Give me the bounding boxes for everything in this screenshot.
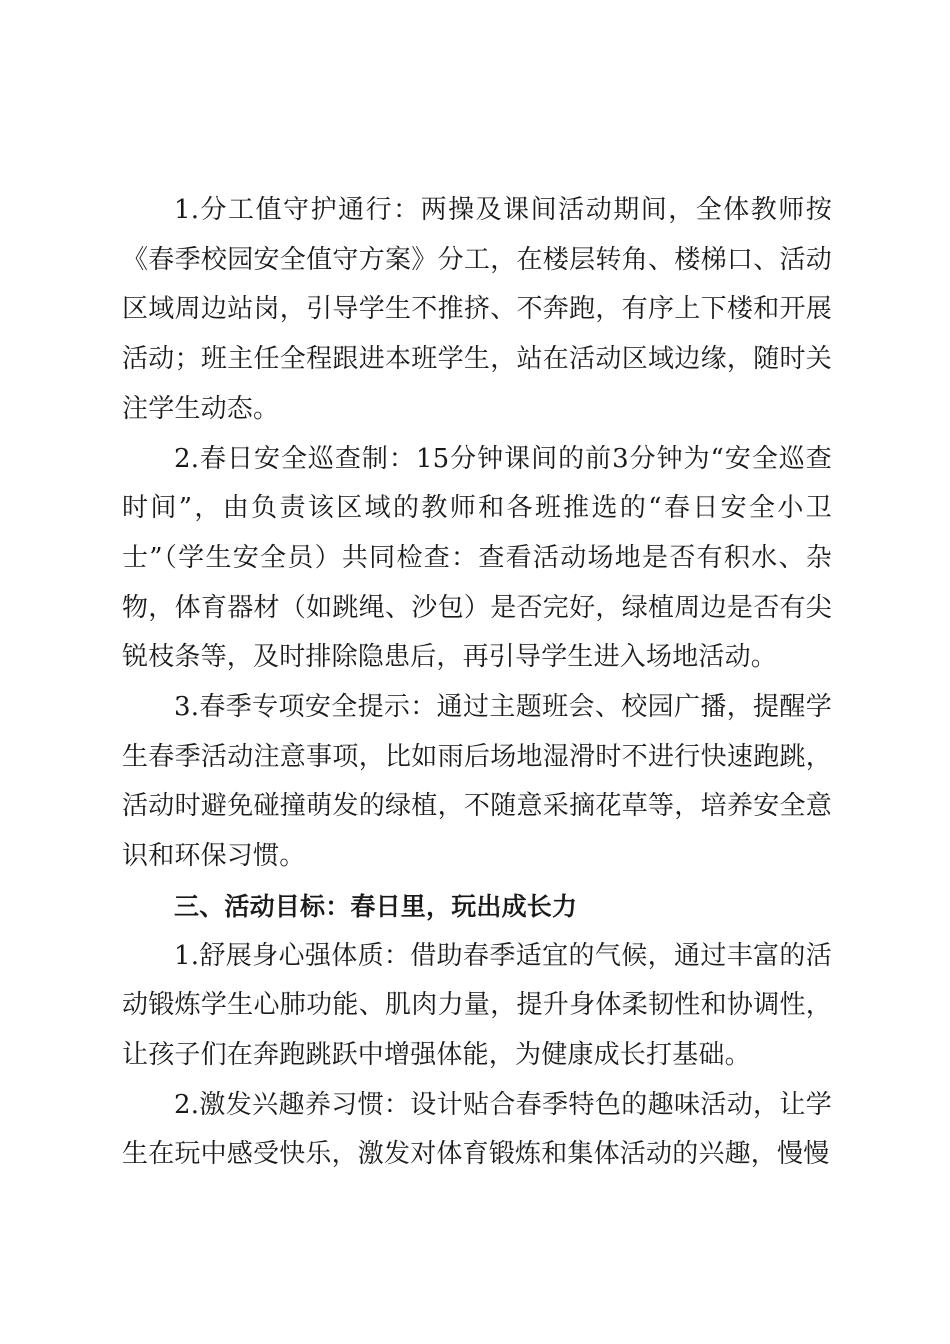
paragraph-safety-patrol: 2.春日安全巡查制：15分钟课间的前3分钟为“安全巡查时间”，由负责该区域的教师和各班推选的“春日安全小卫士”（学生安全员）共同检查：查看活动场地是否有积水、杂物，体育器材（如跳绳、沙包）是否完好，绿植周边是否有尖锐枝条等，及时排除隐患后，再引导学生进入场地活动。 — [122, 443, 832, 673]
paragraph-physique: 1.舒展身心强体质：借助春季适宜的气候，通过丰富的活动锻炼学生心肺功能、肌肉力量，提升身体柔韧性和协调性，让孩子们在奔跑跳跃中增强体能，为健康成长打基础。 — [122, 940, 832, 1070]
document-body — [122, 186, 832, 1180]
section-heading-goals: 三、活动目标：春日里，玩出成长力 — [174, 891, 578, 921]
paragraph-interest-habits: 2.激发兴趣养习惯：设计贴合春季特色的趣味活动，让学生在玩中感受快乐，激发对体育锻炼和集体活动的兴趣，慢慢 — [122, 1089, 832, 1170]
paragraph-duty-guard: 1.分工值守护通行：两操及课间活动期间，全体教师按《春季校园安全值守方案》分工，在楼层转角、楼梯口、活动区域周边站岗，引导学生不推挤、不奔跑，有序上下楼和开展活动；班主任全程跟进本班学生，站在活动区域边缘，随时关注学生动态。 — [122, 195, 832, 424]
paragraph-safety-tips: 3.春季专项安全提示：通过主题班会、校园广播，提醒学生春季活动注意事项，比如雨后场地湿滑时不进行快速跑跳，活动时避免碰撞萌发的绿植，不随意采摘花草等，培养安全意识和环保习惯。 — [122, 692, 832, 872]
